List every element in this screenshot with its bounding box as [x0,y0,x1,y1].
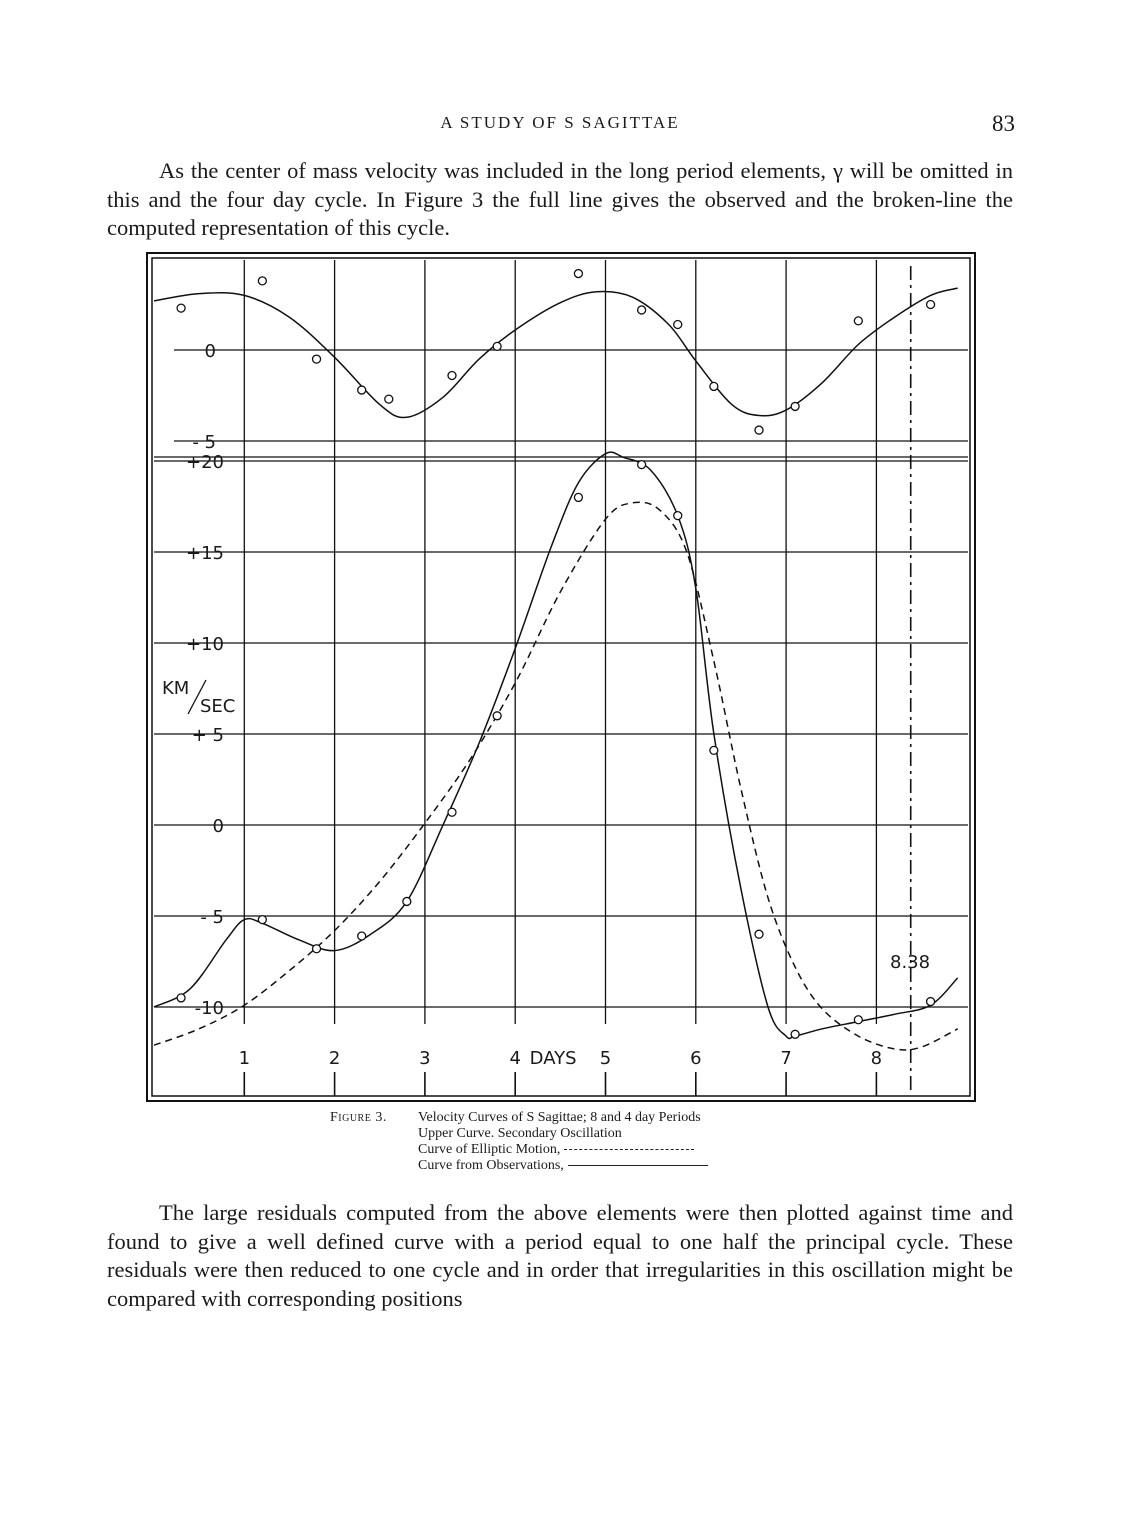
chart-series [154,288,958,1050]
upper-observation-point [258,277,266,285]
y-tick-label-lower: 0 [212,816,224,837]
lower-observation-point [755,930,763,938]
lower-observation-point [403,897,411,905]
lower-observation-point [710,746,718,754]
upper-observation-point [791,402,799,410]
lower-observation-point [674,512,682,520]
lower-observation-point [177,994,185,1002]
figure-outer-frame [147,253,975,1101]
x-tick-label: 2 [328,1048,341,1069]
paragraph-1: As the center of mass velocity was included in the long period elements, γ will be omitted in this and the four day cycle. In Figure 3 the full line gives the observed and the broken-line the computed representation of this cycle. [107,158,1013,240]
lower-observation-point [791,1030,799,1038]
axis-labels [186,341,882,1069]
x-axis-label: DAYS [529,1048,577,1069]
x-tick-label: 6 [690,1048,702,1069]
lower-observation-point [574,493,582,501]
y-tick-label-lower: -10 [194,998,224,1019]
upper-observation-point [638,306,646,314]
y-unit-label-km: KM [162,678,190,699]
upper-solid-curve [154,288,958,417]
upper-observation-point [674,321,682,329]
y-tick-label-lower: + 5 [191,725,224,746]
y-tick-label-lower: +20 [186,452,224,473]
y-tick-label-lower: +10 [186,634,224,655]
dashed-line-key [564,1149,694,1150]
upper-observation-point [574,270,582,278]
upper-observation-point [448,371,456,379]
running-head [0,111,1125,137]
upper-observation-point [927,301,935,309]
y-tick-label-upper: - 5 [192,432,216,453]
caption-elliptic-key: Curve of Elliptic Motion, [418,1142,708,1158]
velocity-chart [146,252,976,1102]
day-ticks [244,1072,876,1096]
upper-observation-point [358,386,366,394]
y-tick-label-upper: 0 [204,341,216,362]
lower-observation-point [854,1016,862,1024]
lower-dashed-curve [154,502,958,1050]
x-tick-label: 8 [870,1048,883,1069]
figure-3 [146,252,976,1102]
solid-line-key [568,1165,708,1166]
lower-observation-point [358,932,366,940]
lower-observation-point [448,808,456,816]
upper-observation-point [710,382,718,390]
x-tick-label: 7 [780,1048,792,1069]
lower-observation-point [927,998,935,1006]
lower-observation-point [638,461,646,469]
y-tick-label-lower: +15 [186,543,224,564]
upper-observation-point [313,355,321,363]
running-title: A STUDY OF S SAGITTAE [440,113,680,132]
upper-observation-point [385,395,393,403]
caption-title: Velocity Curves of S Sagittae; 8 and 4 day Periods [418,1110,701,1125]
lower-observation-point [313,945,321,953]
x-tick-label: 3 [419,1048,431,1069]
figure-inner-frame [152,258,970,1096]
paragraph-2: The large residuals computed from the above elements were then plotted against time and found to give a well defined curve with a period equal to one half the principal cycle. These residuals were then reduced to one cycle and in order that irregularities in this oscillation might be compared with corresponding positions [107,1200,1013,1311]
y-tick-label-lower: - 5 [200,907,224,928]
grid-lines [154,260,968,1092]
lower-observation-point [258,916,266,924]
x-tick-label: 1 [238,1048,251,1069]
caption-observed-key: Curve from Observations, [418,1158,708,1174]
upper-observation-point [493,342,501,350]
caption-label: Figure 3. [330,1110,387,1125]
x-tick-label: 4 [509,1048,521,1069]
lower-observation-point [493,712,501,720]
page-number: 83 [992,111,1015,136]
annotation-8-38: 8.38 [890,952,931,973]
caption-upper-curve: Upper Curve. Secondary Oscillation [418,1126,622,1141]
y-unit-label-sec: SEC [200,696,236,717]
x-tick-label: 5 [599,1048,612,1069]
lower-solid-curve [154,452,958,1038]
upper-observation-point [177,304,185,312]
upper-observation-point [854,317,862,325]
upper-observation-point [755,426,763,434]
